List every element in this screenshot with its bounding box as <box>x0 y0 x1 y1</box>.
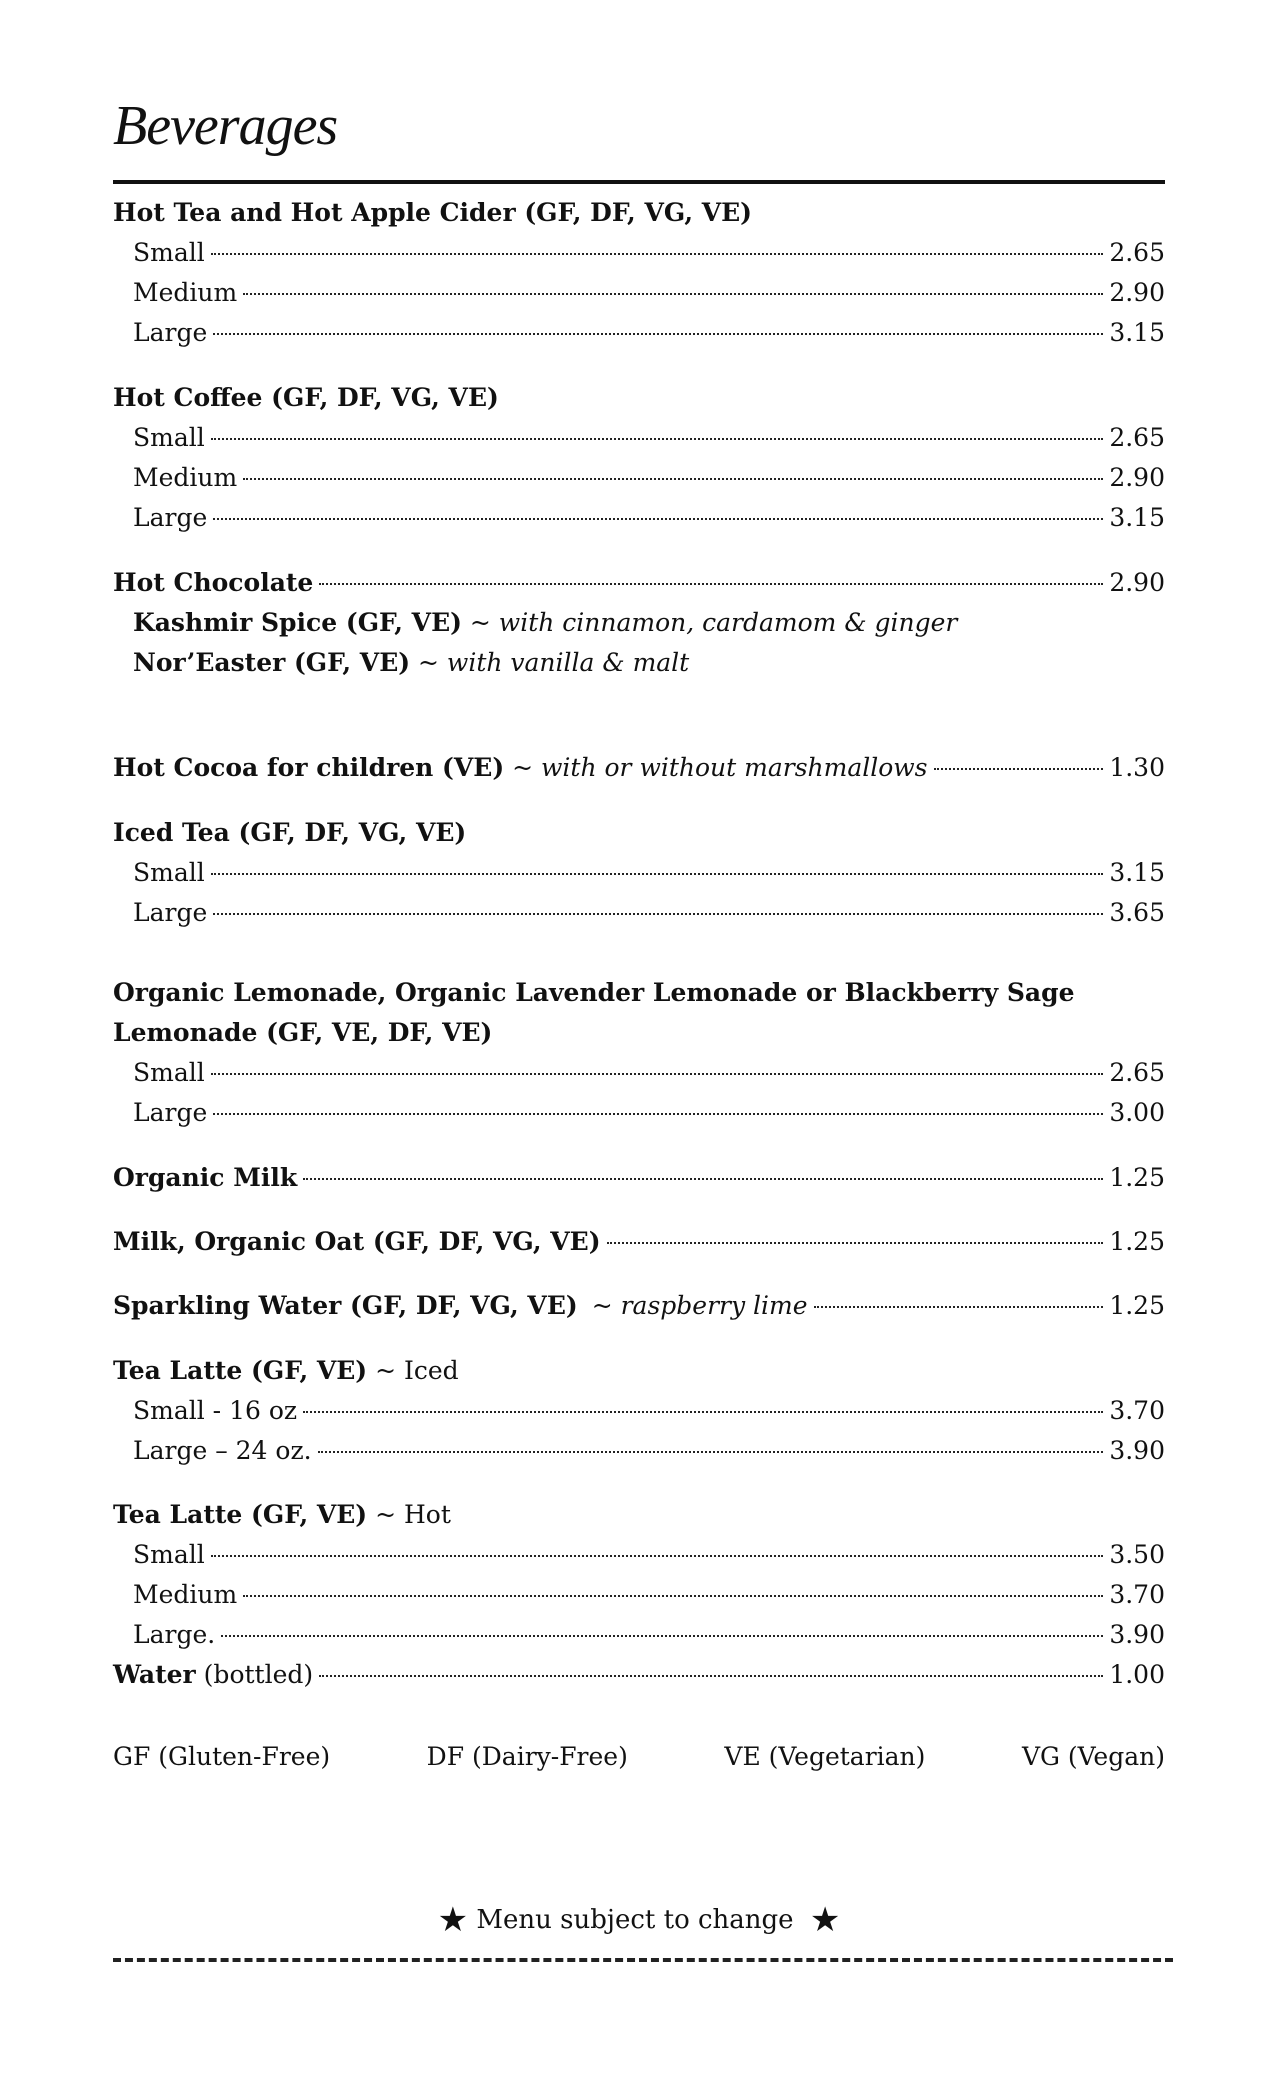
title-rule <box>113 180 1165 184</box>
leader-dots <box>213 913 1103 915</box>
price: 1.25 <box>1109 1227 1165 1256</box>
item-heading <box>113 380 1165 416</box>
item-name: Hot Coffee (GF, DF, VG, VE) <box>113 383 499 412</box>
size-row <box>133 1393 1165 1429</box>
price: 2.90 <box>1109 463 1165 492</box>
size-label: Small <box>133 423 205 452</box>
item-note: (bottled) <box>195 1660 314 1689</box>
leader-dots <box>211 1555 1104 1557</box>
item-name: Water <box>113 1660 196 1689</box>
leader-dots <box>607 1242 1104 1244</box>
leader-dots <box>319 583 1103 585</box>
size-row <box>133 460 1165 496</box>
size-row <box>133 1433 1165 1469</box>
item-heading <box>113 815 1165 851</box>
price: 3.90 <box>1109 1436 1165 1465</box>
size-row <box>133 315 1165 351</box>
item-heading <box>113 1353 1165 1389</box>
size-label: Medium <box>133 278 238 307</box>
leader-dots <box>211 873 1104 875</box>
size-label: Small <box>133 858 205 887</box>
item-note: ~ with or without marshmallows <box>504 753 928 782</box>
size-row <box>133 1577 1165 1613</box>
price: 2.65 <box>1109 1058 1165 1087</box>
leader-dots <box>221 1635 1103 1637</box>
item-name: Iced Tea (GF, DF, VG, VE) <box>113 818 467 847</box>
leader-dots <box>814 1306 1104 1308</box>
price: 3.15 <box>1109 318 1165 347</box>
size-label: Small - 16 oz <box>133 1396 298 1425</box>
size-row <box>133 420 1165 456</box>
price: 2.65 <box>1109 423 1165 452</box>
size-label: Large <box>133 898 208 927</box>
size-row <box>133 855 1165 891</box>
leader-dots <box>213 518 1103 520</box>
item-heading <box>113 195 1165 231</box>
size-label: Large. <box>133 1620 216 1649</box>
price: 3.70 <box>1109 1396 1165 1425</box>
size-row <box>133 895 1165 931</box>
price: 1.25 <box>1109 1163 1165 1192</box>
size-label: Small <box>133 238 205 267</box>
leader-dots <box>213 333 1103 335</box>
size-label: Medium <box>133 1580 238 1609</box>
variant-name: Kashmir Spice (GF, VE) <box>133 608 462 637</box>
item-row <box>113 1224 1165 1260</box>
legend-df: DF (Dairy-Free) <box>426 1742 628 1771</box>
footer-text: Menu subject to change <box>476 1905 794 1935</box>
item-note: ~ raspberry lime <box>591 1291 808 1320</box>
variant-row <box>133 605 1165 641</box>
item-name: Hot Cocoa for children (VE) <box>113 753 505 782</box>
item-note: ~ Iced <box>367 1356 459 1385</box>
item-row <box>113 1288 1165 1324</box>
leader-dots <box>243 293 1103 295</box>
legend-vg: VG (Vegan) <box>1021 1742 1165 1771</box>
size-row <box>133 1537 1165 1573</box>
item-name: Organic Milk <box>113 1163 298 1192</box>
variant-row <box>133 645 1165 681</box>
item-name: Tea Latte (GF, VE) <box>113 1500 368 1529</box>
size-label: Large <box>133 503 208 532</box>
leader-dots <box>303 1411 1103 1413</box>
item-note: ~ Hot <box>367 1500 451 1529</box>
price: 3.50 <box>1109 1540 1165 1569</box>
leader-dots <box>318 1451 1104 1453</box>
size-row <box>133 1055 1165 1091</box>
size-row <box>133 1095 1165 1131</box>
price: 2.90 <box>1109 278 1165 307</box>
price: 3.15 <box>1109 503 1165 532</box>
item-row <box>113 565 1165 601</box>
price: 3.00 <box>1109 1098 1165 1127</box>
price: 1.25 <box>1109 1291 1165 1320</box>
dashed-divider <box>113 1958 1173 1962</box>
variant-name: Nor’Easter (GF, VE) <box>133 648 411 677</box>
size-row <box>133 500 1165 536</box>
size-label: Large <box>133 318 208 347</box>
leader-dots <box>211 438 1104 440</box>
size-label: Large <box>133 1098 208 1127</box>
price: 2.90 <box>1109 568 1165 597</box>
leader-dots <box>303 1178 1103 1180</box>
size-label: Large – 24 oz. <box>133 1436 312 1465</box>
item-row <box>113 1657 1165 1693</box>
price: 2.65 <box>1109 238 1165 267</box>
legend-gf: GF (Gluten-Free) <box>113 1742 331 1771</box>
leader-dots <box>211 1073 1104 1075</box>
star-icon: ★ <box>437 1900 469 1940</box>
item-name: Sparkling Water (GF, DF, VG, VE) <box>113 1291 578 1320</box>
leader-dots <box>213 1113 1103 1115</box>
price: 3.65 <box>1109 898 1165 927</box>
price: 3.90 <box>1109 1620 1165 1649</box>
price: 1.30 <box>1109 753 1165 782</box>
item-name: Tea Latte (GF, VE) <box>113 1356 368 1385</box>
item-heading <box>113 975 1165 1011</box>
size-row <box>133 1617 1165 1653</box>
item-row <box>113 750 1165 786</box>
leader-dots <box>211 253 1104 255</box>
leader-dots <box>243 478 1103 480</box>
price: 3.70 <box>1109 1580 1165 1609</box>
item-heading <box>113 1497 1165 1533</box>
footer-note <box>113 1900 1165 1940</box>
item-name: Hot Tea and Hot Apple Cider (GF, DF, VG, VE) <box>113 198 753 227</box>
size-label: Medium <box>133 463 238 492</box>
price: 1.00 <box>1109 1660 1165 1689</box>
variant-note: ~ with vanilla & malt <box>410 648 690 677</box>
item-name: Lemonade (GF, VE, DF, VE) <box>113 1018 493 1047</box>
item-heading <box>113 1015 1165 1051</box>
item-name: Milk, Organic Oat (GF, DF, VG, VE) <box>113 1227 601 1256</box>
size-row <box>133 235 1165 271</box>
variant-note: ~ with cinnamon, cardamom & ginger <box>461 608 958 637</box>
leader-dots <box>243 1595 1103 1597</box>
item-row <box>113 1160 1165 1196</box>
item-name: Hot Chocolate <box>113 568 314 597</box>
leader-dots <box>934 768 1104 770</box>
price: 3.15 <box>1109 858 1165 887</box>
legend-ve: VE (Vegetarian) <box>724 1742 926 1771</box>
dietary-legend <box>113 1742 1165 1771</box>
leader-dots <box>319 1675 1103 1677</box>
page-title: Beverages <box>113 95 338 157</box>
size-row <box>133 275 1165 311</box>
item-name: Organic Lemonade, Organic Lavender Lemonade or Blackberry Sage <box>113 978 1075 1007</box>
size-label: Small <box>133 1058 205 1087</box>
star-icon: ★ <box>809 1900 841 1940</box>
size-label: Small <box>133 1540 205 1569</box>
